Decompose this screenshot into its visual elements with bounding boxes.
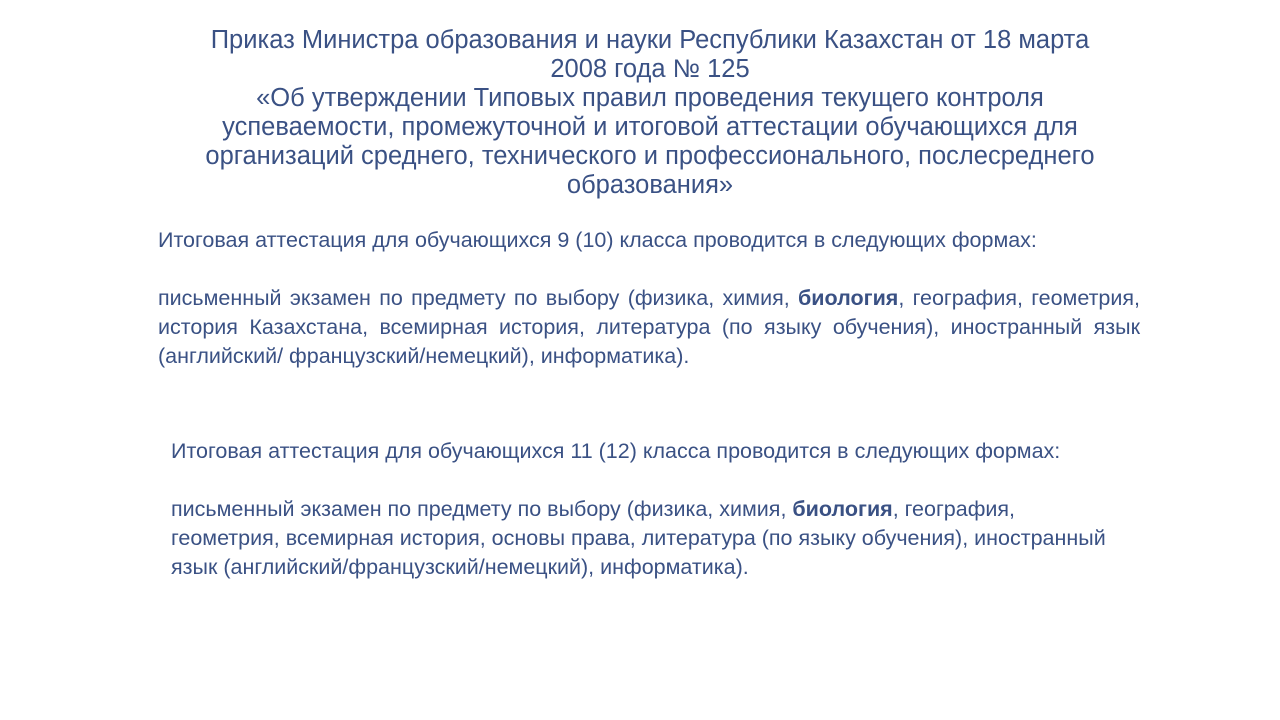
section-grade-11 bbox=[171, 437, 1117, 582]
bold-subject: биология bbox=[798, 286, 899, 310]
section-heading: Итоговая аттестация для обучающихся 11 (12) класса проводится в следующих формах: bbox=[171, 439, 1061, 463]
title-line: 2008 года № 125 bbox=[550, 55, 750, 83]
title-line: Приказ Министра образования и науки Республики Казахстан от 18 марта bbox=[210, 26, 1090, 54]
title-line: организаций среднего, технического и профессионального, послесреднего bbox=[205, 142, 1095, 170]
section-grade-9 bbox=[158, 226, 1140, 371]
body-text-start: письменный экзамен по предмету по выбору (физика, химия, bbox=[158, 286, 799, 310]
slide-title bbox=[150, 26, 1150, 200]
section-body bbox=[171, 495, 1117, 582]
spacer bbox=[158, 255, 1140, 284]
title-line: образования» bbox=[566, 171, 734, 199]
bold-subject: биология bbox=[792, 497, 893, 521]
section-body bbox=[158, 284, 1140, 371]
body-text-end: , география, геометрия, история Казахстана, всемирная история, литература (по языку обучения), иностранный язык (английский/ французский/немецкий), информатика). bbox=[158, 286, 1141, 368]
title-line: успеваемости, промежуточной и итоговой аттестации обучающихся для bbox=[222, 113, 1078, 141]
spacer bbox=[171, 466, 1117, 495]
body-text-end: , география, геометрия, всемирная история, основы права, литература (по языку обучения), иностранный язык (английский/французский/немецкий), информатика). bbox=[171, 497, 1106, 579]
body-text-start: письменный экзамен по предмету по выбору (физика, химия, bbox=[171, 497, 793, 521]
section-heading: Итоговая аттестация для обучающихся 9 (10) класса проводится в следующих формах: bbox=[158, 228, 1037, 252]
title-line: «Об утверждении Типовых правил проведения текущего контроля bbox=[256, 84, 1044, 112]
